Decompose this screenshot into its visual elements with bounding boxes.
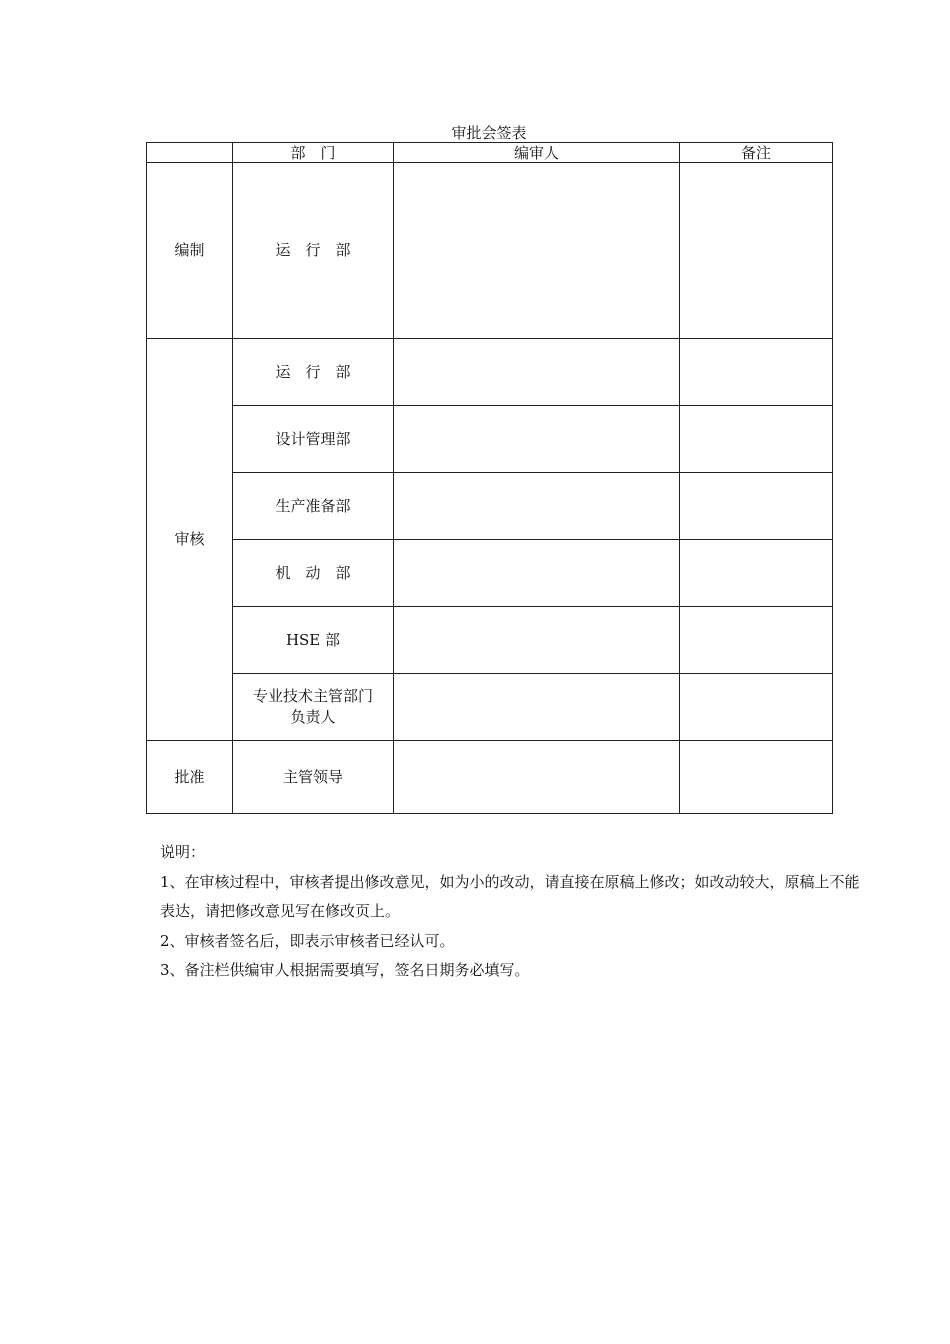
- notes-section: [160, 838, 860, 986]
- remark-cell[interactable]: [680, 406, 833, 473]
- reviewer-signature-cell[interactable]: [394, 607, 680, 674]
- table-row: [147, 406, 833, 473]
- remark-cell[interactable]: [680, 163, 833, 339]
- header-remark: 备注: [680, 143, 833, 163]
- header-stage: [147, 143, 233, 163]
- table-row: [147, 607, 833, 674]
- table-row: [147, 741, 833, 814]
- remark-cell[interactable]: [680, 741, 833, 814]
- stage-compile-label: 编制: [147, 163, 233, 339]
- dept-cell: 运 行 部: [233, 163, 394, 339]
- note-item: 3、备注栏供编审人根据需要填写，签名日期务必填写。: [160, 961, 530, 979]
- table-row: [147, 163, 833, 339]
- dept-cell: 生产准备部: [233, 473, 394, 540]
- note-item: 2、审核者签名后，即表示审核者已经认可。: [160, 931, 455, 950]
- reviewer-signature-cell[interactable]: [394, 339, 680, 406]
- form-title: 审批会签表: [451, 124, 527, 142]
- header-department: 部 门: [233, 143, 394, 163]
- table-row: [147, 674, 833, 741]
- reviewer-signature-cell[interactable]: [394, 406, 680, 473]
- table-row: [147, 540, 833, 607]
- remark-cell[interactable]: [680, 540, 833, 607]
- dept-cell: HSE 部: [233, 607, 394, 674]
- stage-approve-label: 批准: [147, 741, 233, 814]
- table-header-row: [147, 143, 833, 163]
- header-reviewer: 编审人: [394, 143, 680, 163]
- remark-cell[interactable]: [680, 607, 833, 674]
- table-row: [147, 339, 833, 406]
- remark-cell[interactable]: [680, 674, 833, 741]
- remark-cell[interactable]: [680, 339, 833, 406]
- dept-cell: [233, 674, 394, 741]
- dept-cell: 运 行 部: [233, 339, 394, 406]
- remark-cell[interactable]: [680, 473, 833, 540]
- approval-signoff-table: [146, 142, 833, 814]
- reviewer-signature-cell[interactable]: [394, 674, 680, 741]
- table-row: [147, 473, 833, 540]
- reviewer-signature-cell[interactable]: [394, 473, 680, 540]
- note-item: 1、在审核过程中，审核者提出修改意见，如为小的改动，请直接在原稿上修改；如改动较大，原稿上不能表达，请把修改意见写在修改页上。: [160, 872, 860, 920]
- notes-heading: 说明：: [160, 843, 206, 861]
- dept-line: 负责人: [290, 708, 336, 726]
- dept-line: 专业技术主管部门: [252, 687, 373, 705]
- dept-cell: 机 动 部: [233, 540, 394, 607]
- dept-cell: 主管领导: [233, 741, 394, 814]
- reviewer-signature-cell[interactable]: [394, 163, 680, 339]
- stage-review-label: 审核: [147, 339, 233, 741]
- reviewer-signature-cell[interactable]: [394, 741, 680, 814]
- reviewer-signature-cell[interactable]: [394, 540, 680, 607]
- dept-cell: 设计管理部: [233, 406, 394, 473]
